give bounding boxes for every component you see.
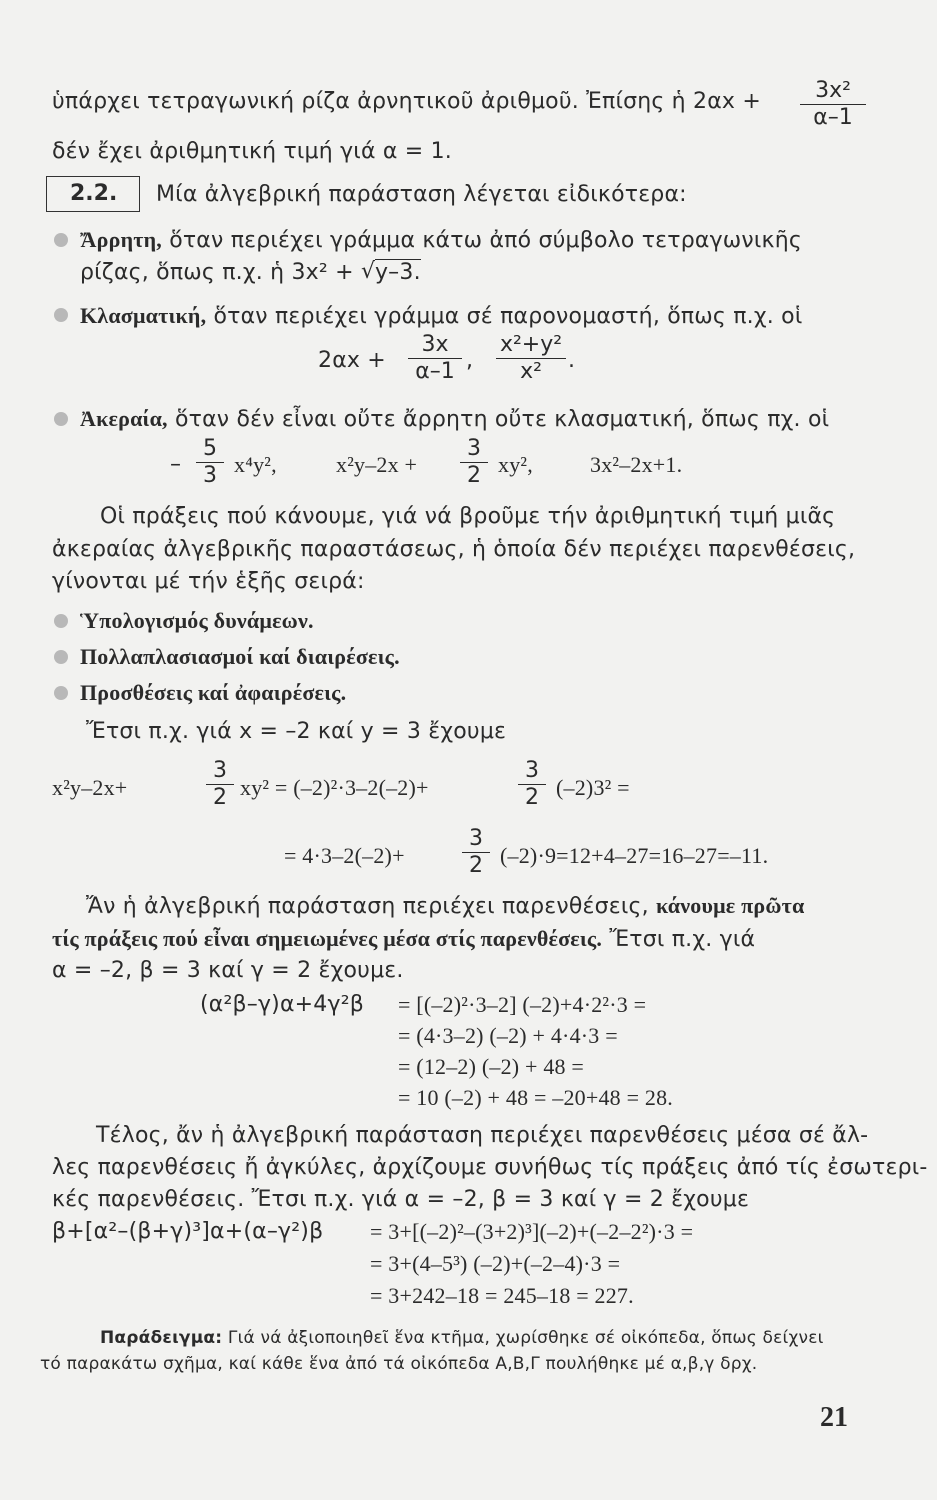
paradigm-text-1: Γιά νά ἀξιοποιηθεῖ ἕνα κτῆμα, χωρίσθηκε σέ οἰκόπεδα, ὅπως δείχνει xyxy=(227,1328,824,1348)
bullet-icon xyxy=(54,614,68,628)
bullet-icon xyxy=(54,650,68,664)
nested-line-1: Τέλος, ἄν ἡ ἀλγεβρική παράσταση περιέχει παρενθέσεις μέσα σέ ἄλ- xyxy=(96,1123,869,1148)
sqrt-radicand: y–3. xyxy=(374,260,421,285)
order-paragraph-line-1: Οἱ πράξεις πού κάνουμε, γιά νά βροῦμε τήν ἀριθμητική τιμή μιᾶς xyxy=(100,504,836,529)
paren-line-1 xyxy=(86,892,804,921)
nested-eq-lhs: β+[α²–(β+γ)³]α+(α–γ²)β xyxy=(52,1219,324,1244)
kind-integral-line xyxy=(80,405,829,434)
paren-eq-lhs: (α²β–γ)α+4γ²β xyxy=(200,992,364,1017)
fraction-numerator: 3x xyxy=(408,332,462,359)
order-step-2: Πολλαπλασιασμοί καί διαιρέσεις. xyxy=(80,644,400,669)
paren-line-3: α = –2, β = 3 καί γ = 2 ἔχουμε. xyxy=(52,958,404,983)
order-paragraph-line-3: γίνονται μέ τήν ἑξῆς σειρά: xyxy=(52,569,365,594)
fraction-denominator: 2 xyxy=(525,785,539,810)
fractional-example-fraction-1 xyxy=(408,332,462,385)
paradigm-line-1 xyxy=(100,1324,824,1352)
paradigm-label: Παράδειγμα: xyxy=(100,1328,223,1348)
fraction-denominator: 2 xyxy=(213,785,227,810)
integral-example-fraction-1 xyxy=(196,436,224,489)
bullet-icon xyxy=(54,686,68,700)
intro-line-1: ὑπάρχει τετραγωνική ρίζα ἀρνητικοῦ ἀριθμοῦ. Ἐπίσης ἡ 2αx + xyxy=(52,89,761,114)
integral-example-4: 3x²–2x+1. xyxy=(590,452,683,477)
paradigm-line-2: τό παρακάτω σχῆμα, καί κάθε ἕνα ἀπό τά οἰκόπεδα Α,Β,Γ πουλήθηκε μέ α,β,γ δρχ. xyxy=(40,1354,758,1374)
paren-eq-line-1: = [(–2)²·3–2] (–2)+4·2²·3 = xyxy=(398,992,647,1017)
example-1-rhs-b: (–2)·9=12+4–27=16–27=–11. xyxy=(500,843,769,868)
period: . xyxy=(568,348,576,373)
kind-integral-text: ὅταν δέν εἶναι οὔτε ἄρρητη οὔτε κλασματική, ὅπως πχ. οἱ xyxy=(174,407,830,432)
minus-sign: – xyxy=(170,452,182,477)
section-heading: Μία ἀλγεβρική παράσταση λέγεται εἰδικότερα: xyxy=(156,182,687,207)
sqrt-icon: √ xyxy=(360,259,376,284)
fraction-numerator: 5 xyxy=(196,436,224,463)
kind-irrational-text-2: ρίζας, ὅπως π.χ. ἡ 3x² + xyxy=(80,260,354,285)
bullet-icon xyxy=(54,308,68,322)
kind-fractional-term: Κλασματική, xyxy=(80,303,207,328)
example-1-fraction-3 xyxy=(462,826,490,879)
order-step-3: Προσθέσεις καί ἀφαιρέσεις. xyxy=(80,680,347,705)
paren-eq-line-4: = 10 (–2) + 48 = –20+48 = 28. xyxy=(398,1085,673,1110)
fraction-denominator: 2 xyxy=(469,853,483,878)
example-1-lhs-a: x²y–2x+ xyxy=(52,775,128,800)
fraction-denominator: x² xyxy=(520,359,542,384)
integral-example-3: xy², xyxy=(498,452,533,477)
paren-eq-line-3: = (12–2) (–2) + 48 = xyxy=(398,1054,585,1079)
fraction-numerator: 3 xyxy=(460,436,488,463)
sqrt-expression xyxy=(361,259,421,287)
nested-line-2: λες παρενθέσεις ἤ ἀγκύλες, ἀρχίζουμε συνήθως τίς πράξεις ἀπό τίς ἐσωτερι- xyxy=(52,1155,928,1180)
comma: , xyxy=(466,348,474,373)
fraction-numerator: 3 xyxy=(462,826,490,853)
fraction-denominator: α–1 xyxy=(813,105,853,130)
nested-eq-line-2: = 3+(4–5³) (–2)+(–2–4)·3 = xyxy=(370,1251,621,1276)
kind-fractional-line xyxy=(80,302,802,331)
order-step-1: Ὑπολογισμός δυνάμεων. xyxy=(80,608,314,633)
paren-line-1-text: Ἄν ἡ ἀλγεβρική παράσταση περιέχει παρενθέσεις, xyxy=(86,894,649,919)
kind-integral-term: Ἀκεραία, xyxy=(80,406,168,431)
page-number: 21 xyxy=(820,1402,848,1433)
example-1-lhs-b: xy² = (–2)²·3–2(–2)+ xyxy=(240,775,429,800)
kind-irrational-text: ὅταν περιέχει γράμμα κάτω ἀπό σύμβολο τετραγωνικῆς xyxy=(169,228,802,253)
kind-irrational-line-2 xyxy=(80,259,421,287)
fraction-denominator: α–1 xyxy=(415,359,455,384)
paren-line-2 xyxy=(52,925,755,954)
intro-line-2: δέν ἔχει ἀριθμητική τιμή γιά α = 1. xyxy=(52,139,452,164)
fraction-numerator: x²+y² xyxy=(496,332,566,359)
fractional-example-prefix: 2αx + xyxy=(318,348,386,373)
paren-line-2-text: Ἔτσι π.χ. γιά xyxy=(609,927,756,952)
bullet-icon xyxy=(54,412,68,426)
order-paragraph-line-2: ἀκεραίας ἀλγεβρικῆς παραστάσεως, ἡ ὁποία δέν περιέχει παρενθέσεις, xyxy=(52,537,856,562)
paren-line-1-bold: κάνουμε πρῶτα xyxy=(656,893,805,918)
example-1-fraction xyxy=(206,758,234,811)
nested-eq-line-3: = 3+242–18 = 245–18 = 227. xyxy=(370,1283,634,1308)
example-1-intro: Ἔτσι π.χ. γιά x = –2 καί y = 3 ἔχουμε xyxy=(86,719,507,744)
integral-example-1: x⁴y², xyxy=(234,452,277,477)
kind-fractional-text: ὅταν περιέχει γράμμα σέ παρονομαστή, ὅπως π.χ. οἱ xyxy=(213,304,803,329)
paren-eq-line-2: = (4·3–2) (–2) + 4·4·3 = xyxy=(398,1023,618,1048)
integral-example-fraction-2 xyxy=(460,436,488,489)
example-1-rhs-a: = 4·3–2(–2)+ xyxy=(284,843,405,868)
fraction-numerator: 3 xyxy=(206,758,234,785)
bullet-icon xyxy=(54,233,68,247)
kind-irrational-line xyxy=(80,226,802,255)
fraction-numerator: 3 xyxy=(518,758,546,785)
integral-example-2: x²y–2x + xyxy=(336,452,418,477)
fraction-denominator: 3 xyxy=(203,463,217,488)
intro-fraction xyxy=(800,78,866,131)
fraction-denominator: 2 xyxy=(467,463,481,488)
nested-eq-line-1: = 3+[(–2)²–(3+2)³](–2)+(–2–2²)·3 = xyxy=(370,1219,694,1244)
fraction-numerator: 3x² xyxy=(800,78,866,105)
fractional-example-fraction-2 xyxy=(496,332,566,385)
section-number: 2.2. xyxy=(70,181,118,206)
nested-line-3: κές παρενθέσεις. Ἔτσι π.χ. γιά α = –2, β = 3 καί γ = 2 ἔχουμε xyxy=(52,1187,750,1212)
paren-line-2-bold: τίς πράξεις πού εἶναι σημειωμένες μέσα στίς παρενθέσεις. xyxy=(52,926,603,951)
example-1-lhs-c: (–2)3² = xyxy=(556,775,630,800)
kind-irrational-term: Ἄρρητη, xyxy=(80,227,162,252)
example-1-fraction-2 xyxy=(518,758,546,811)
